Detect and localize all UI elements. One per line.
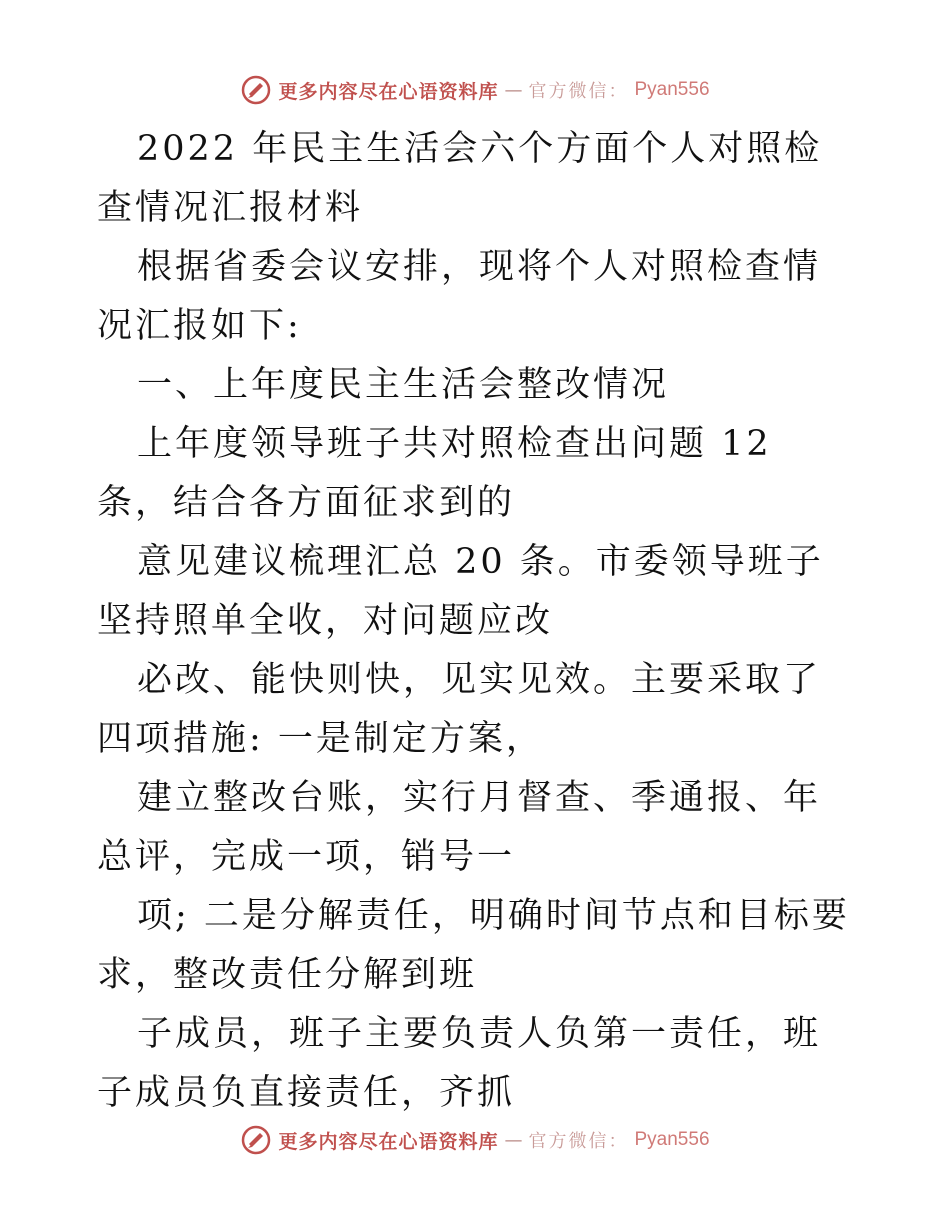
watermark-dash: — — [504, 1129, 523, 1151]
paragraph: 子成员，班子主要负责人负第一责任，班子成员负直接责任，齐抓 — [97, 1014, 822, 1113]
paragraph: 项; 二是分解责任，明确时间节点和目标要求，整改责任分解到班 — [97, 896, 850, 995]
document-body — [97, 120, 857, 1123]
paragraph: 上年度领导班子共对照检查出问题 12 条，结合各方面征求到的 — [97, 424, 772, 523]
watermark-id: Pyan556 — [634, 1129, 710, 1150]
watermark-logo-icon — [240, 74, 272, 106]
document-title: 2022 年民主生活会六个方面个人对照检查情况汇报材料 — [97, 129, 823, 228]
watermark-subtext: 官方微信： — [528, 1131, 629, 1152]
paragraph: 根据省委会议安排，现将个人对照检查情况汇报如下: — [97, 247, 822, 346]
watermark-id: Pyan556 — [634, 79, 710, 100]
paragraph: 建立整改台账，实行月督查、季通报、年总评，完成一项，销号一 — [97, 778, 822, 877]
section-heading: 一、上年度民主生活会整改情况 — [137, 365, 670, 405]
watermark-dash: — — [504, 79, 523, 101]
watermark-logo-icon — [240, 1124, 272, 1156]
watermark-subtext: 官方微信： — [528, 81, 629, 102]
paragraph: 意见建议梳理汇总 20 条。市委领导班子坚持照单全收，对问题应改 — [97, 542, 824, 641]
watermark-text: 更多内容尽在心语资料库 — [278, 1130, 499, 1153]
paragraph: 必改、能快则快，见实见效。主要采取了四项措施: 一是制定方案， — [97, 660, 822, 759]
header-watermark — [0, 70, 950, 110]
footer-watermark — [0, 1120, 950, 1160]
watermark-text: 更多内容尽在心语资料库 — [278, 80, 499, 103]
